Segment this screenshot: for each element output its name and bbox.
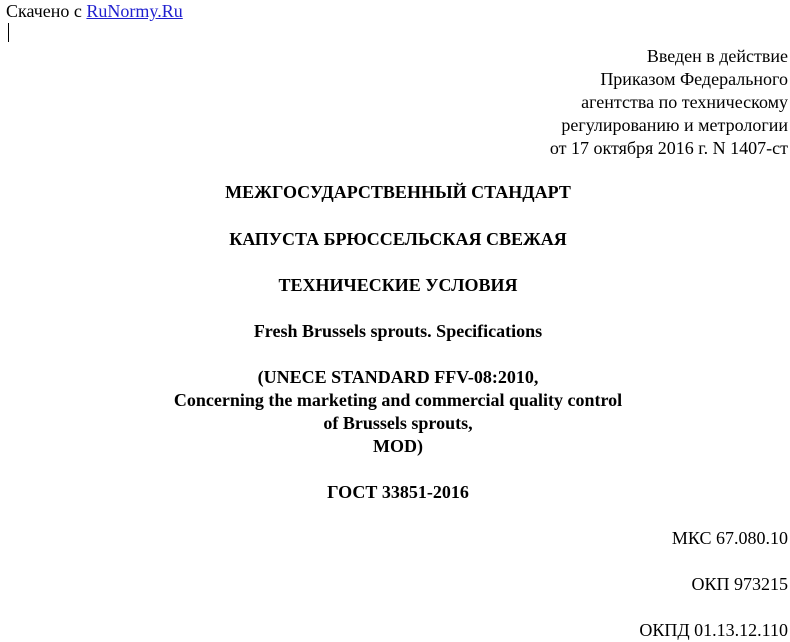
okp-code: ОКП 973215: [691, 574, 788, 594]
reference-line: MOD): [373, 436, 423, 456]
standard-type-heading: МЕЖГОСУДАРСТВЕННЫЙ СТАНДАРТ: [225, 182, 571, 202]
reference-line: (UNECE STANDARD FFV-08:2010,: [257, 367, 539, 387]
reference-block: [0, 366, 790, 458]
reference-line: Concerning the marketing and commercial quality control: [173, 390, 623, 410]
approval-line: Введен в действие: [646, 46, 788, 66]
document-title: КАПУСТА БРЮССЕЛЬСКАЯ СВЕЖАЯ: [229, 229, 567, 249]
runormy-link[interactable]: RuNormy.Ru: [86, 1, 183, 21]
approval-line: регулированию и метрологии: [561, 115, 788, 135]
gost-number: ГОСТ 33851-2016: [327, 482, 469, 502]
approval-line: Приказом Федерального: [600, 69, 788, 89]
english-title: Fresh Brussels sprouts. Specifications: [253, 321, 543, 341]
approval-block: [550, 45, 788, 160]
source-prefix: Скачено с: [6, 1, 82, 21]
reference-line: of Brussels sprouts,: [323, 413, 473, 433]
source-line: [6, 0, 183, 22]
approval-line: агентства по техническому: [581, 92, 788, 112]
approval-line: от 17 октября 2016 г. N 1407-ст: [549, 138, 788, 158]
document-subtitle: ТЕХНИЧЕСКИЕ УСЛОВИЯ: [278, 275, 518, 295]
text-cursor: [8, 23, 9, 42]
mks-code: МКС 67.080.10: [671, 528, 788, 548]
okpd-code: ОКПД 01.13.12.110: [639, 620, 788, 640]
